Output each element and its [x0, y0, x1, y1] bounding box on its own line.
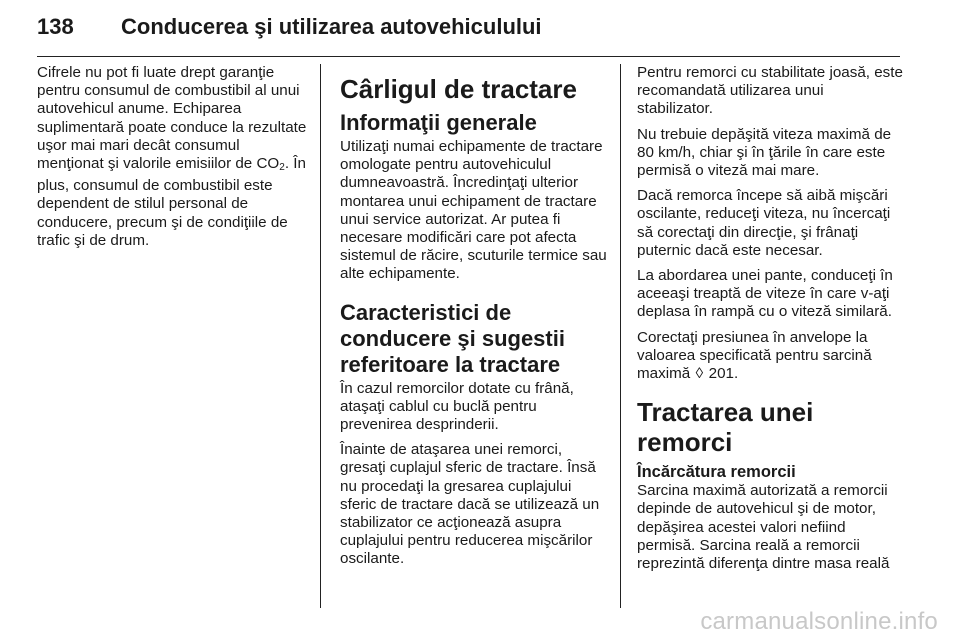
section-title-towbar: Cârligul de tractare [340, 74, 577, 104]
co2-subscript: 2 [279, 162, 285, 174]
page-reference-icon: ◊ [695, 365, 704, 383]
watermark: carmanualsonline.info [700, 608, 938, 635]
stabiliser-paragraph: Pentru remorci cu stabilitate joasă, este recomandată utilizarea unui stabilizator. [637, 64, 903, 118]
column-2 [340, 64, 608, 576]
slope-paragraph: La abordarea unei pante, conduceţi în aceeaşi treaptă de viteze în care v-aţi deplasa în rampă cu o viteză similară. [637, 267, 893, 321]
column-divider-1 [320, 64, 321, 608]
column-1 [37, 64, 307, 257]
section-title-trailer-towing: Tractarea unei remorci [637, 397, 814, 458]
page-number: 138 [37, 14, 74, 39]
tyre-pressure-paragraph [637, 329, 903, 384]
header-rule [37, 56, 900, 57]
fuel-consumption-paragraph [37, 64, 307, 250]
para1-text-b: . În plus, consumul de combustibil este dependent de stilul personal de conducere, precum şi de condiţiile de trafic şi de drum. [37, 155, 306, 249]
para1-text-a: Cifrele nu pot fi luate drept garanţie pentru consumul de combustibil al unui autovehicul anume. Echiparea suplimentară poate conduce la rezultate uşor mai mari decât consumul menţionat şi valorile emisiilor de CO [37, 64, 307, 173]
page-reference-link[interactable]: 201. [708, 365, 739, 383]
tyre-pressure-text: Corectaţi presiunea în anvelope la valoarea specificată pentru sarcină maximă [637, 328, 872, 383]
column-divider-2 [620, 64, 621, 608]
general-info-paragraph: Utilizaţi numai echipamente de tractare omologate pentru autovehiculul dumneavoastră. Încredinţaţi ulterior montarea unui echipament de tractare unui service autorizat. Ar putea fi necesare modificări care pot afecta sistemul de răcire, scuturile termice sau alte echipamente. [340, 138, 607, 283]
heading-driving-characteristics: Caracteristici de conducere şi sugestii referitoare la tractare [340, 299, 565, 377]
running-title: Conducerea şi utilizarea autovehiculului [121, 14, 542, 39]
column-3 [637, 64, 903, 580]
heading-trailer-load: Încărcătura remorcii [637, 463, 796, 482]
page-header [37, 14, 900, 50]
ball-coupling-paragraph: Înainte de ataşarea unei remorci, gresaţi cuplajul sferic de tractare. Însă nu procedaţi la gresarea cuplajului sferic de tractare dacă se utilizează un stabilizator ce acţionează asupra cuplajului pentru reducerea mişcărilor oscilante. [340, 441, 600, 568]
oscillation-paragraph: Dacă remorca începe să aibă mişcări oscilante, reduceţi viteza, nu încercaţi să corectaţi din direcţie, şi frânaţi puternic dacă este necesar. [637, 187, 891, 259]
trailer-load-paragraph: Sarcina maximă autorizată a remorcii depinde de autovehicul şi de motor, depăşirea acestei valori nefiind permisă. Sarcina reală a remorcii reprezintă diferenţa dintre masa reală [637, 482, 890, 573]
heading-general-info: Informaţii generale [340, 110, 537, 135]
braked-trailer-paragraph: În cazul remorcilor dotate cu frână, ataşaţi cablul cu buclă pentru prevenirea desprinderii. [340, 379, 574, 434]
max-speed-paragraph: Nu trebuie depăşită viteza maximă de 80 km/h, chiar şi în ţările în care este permisă o viteză mai mare. [637, 125, 892, 180]
